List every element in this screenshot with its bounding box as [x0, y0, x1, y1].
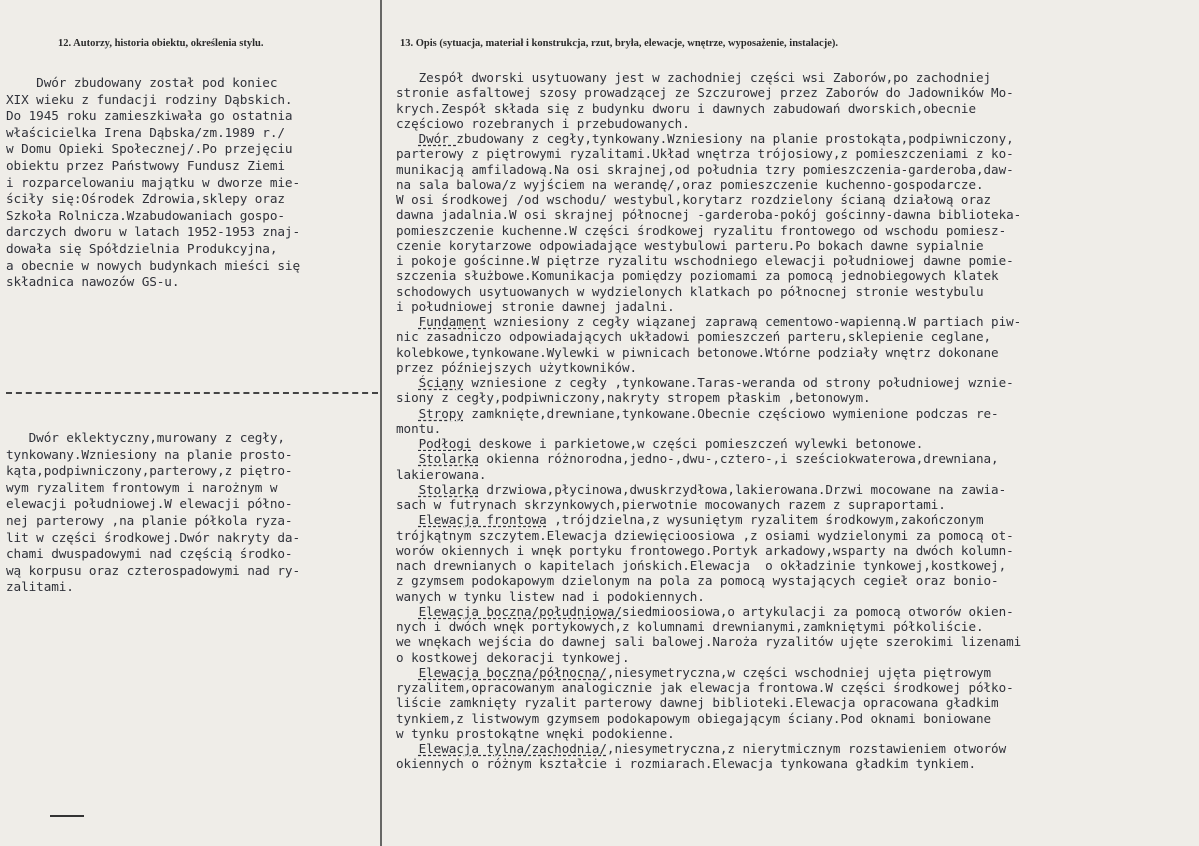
paragraph-keyword: Dwór — [418, 131, 457, 146]
paragraph-keyword: Fundament — [418, 314, 487, 329]
paragraph-keyword: Stolarka — [418, 451, 479, 467]
paragraph-text: Zespół dworski usytuowany jest w zachodniej części wsi Zaborów,po zachodniej stronie asfaltowej szosy prowadzącej ze Szczurowej przez Zaborów do Jadowników Mo- krych.Zespół składa się z budynku dworu i dawnych zabudowań dworskich,obecnie częściowo rozebranych i przebudowanych. — [396, 70, 1014, 131]
paragraph-keyword: Stropy — [418, 405, 464, 421]
column-divider — [380, 0, 382, 846]
paragraph-keyword: Elewacja tylna/zachodnia/ — [418, 741, 607, 756]
description-paragraph — [396, 451, 1199, 482]
paragraph-keyword: Elewacja boczna/południowa/ — [418, 603, 622, 619]
description-paragraph — [396, 604, 1199, 665]
paragraph-text: zbudowany z cegły,tynkowany.Wzniesiony na planie prostokąta,podpiwniczony, parterowy z piętrowymi ryzalitami.Układ wnętrza trójosiowy,z pomieszczeniami z ko- munikacją amfiladową.Na osi skrajnej,od południa tzry pomieszczenia-garderoba,daw- na sala balowa/z wyjściem na werandę/,oraz pomieszczenie kuchenno-gospodarcze. W osi środkowej /od wschodu/ westybul,korytarz rozdzielony ścianą działową oraz dawna jadalnia.W osi skrajnej północnej -garderoba-pokój gościnny-dawna biblioteka- pomieszczenie kuchenne.W części środkowej ryzalitu frontowego od wschodu pomiesz- czenie korytarzowe odpowiadające westybulowi parteru.Po bokach dawne sypialnie i pokoje gościnne.W piętrze ryzalitu wschodniego elewacji południowej dawne pomie- szczenia służbowe.Komunikacja pomiędzy poziomami za pomocą jednobiegowych klatek schodowych usytuowanych w wydzielonych klatkach po północnej stronie westybulu i południowej stronie dawnej jadalni. — [396, 131, 1022, 314]
description-paragraph — [396, 482, 1199, 513]
description-paragraph — [396, 741, 1199, 772]
paragraph-keyword: Podłogi — [418, 436, 472, 451]
description-body — [396, 70, 1199, 772]
paragraph-text: ,niesymetryczna,w części wschodniej ujęta piętrowym ryzalitem,opracowanym analogicznie jak elewacja frontowa.W części środkowej półko- liście zamknięty ryzalit parterowy dawnej biblioteki.Elewacja opracowana gładkim tynkiem,z listwowym gzymsem podokapowym obiegającym ściany.Pod oknami boniowane w tynku prostokątne wnęki podokienne. — [396, 664, 1014, 741]
paragraph-text: okienna różnorodna,jedno-,dwu-,cztero-,i sześciokwaterowa,drewniana, lakierowana. — [396, 451, 999, 482]
description-paragraph — [396, 314, 1199, 375]
right-column — [384, 0, 1199, 846]
description-paragraph — [396, 512, 1199, 604]
paragraph-text: wzniesiony z cegły wiązanej zaprawą cementowo-wapienną.W partiach piw- nic zasadniczo odpowiadających układowi pomieszczeń parteru,sklepienie ceglane, kolebkowe,tynkowane.Wylewki w piwnicach betonowe.Wtórne podziały wnętrz dokonane przez późniejszych użytkowników. — [396, 314, 1022, 375]
footer-mark — [50, 815, 84, 817]
paragraph-text: ,trójdzielna,z wysuniętym ryzalitem środkowym,zakończonym trójkątnym szczytem.Elewacja dziewięcioosiowa ,z osiami wydzielonymi za pomocą ot- worów okiennych i wnęk portyku frontowego.Portyk arkadowy,wsparty na dwóch kolumn- nach drewnianych o kapitelach jońskich.Elewacja o okładzinie tynkowej,kostkowej, z gzymsem podokapowym dzielonym na pola za pomocą wystających cegieł oraz bonio- wanych w tynku listew nad i podokiennych. — [396, 512, 1014, 604]
paragraph-keyword: Elewacja frontowa — [418, 512, 547, 528]
paragraph-text: deskowe i parkietowe,w części pomieszczeń wylewki betonowe. — [471, 436, 924, 451]
paragraph-text: zamknięte,drewniane,tynkowane.Obecnie częściowo wymienione podczas re- montu. — [396, 405, 999, 436]
left-column — [0, 0, 380, 846]
description-paragraph — [396, 665, 1199, 741]
history-text: Dwór zbudowany został pod koniec XIX wieku z fundacji rodziny Dąbskich. Do 1945 roku zamieszkiwała go ostatnia właścicielka Irena Dąbska/zm.1989 r./ w Domu Opieki Społecznej/.Po przejęciu obiektu przez Państwowy Fundusz Ziemi i rozparcelowaniu majątku w dworze mie- ściły się:Ośrodek Zdrowia,sklepy oraz Szkoła Rolnicza.Wzabudowaniach gospo- darczych dworu w latach 1952-1953 znaj- dowała się Spółdzielnia Produkcyjna, a obecnie w nowych budynkach mieści się składnica nawozów GS-u. — [6, 75, 301, 290]
description-paragraph — [396, 406, 1199, 437]
paragraph-text: drzwiowa,płycinowa,dwuskrzydłowa,lakierowana.Drzwi mocowane na zawia- sach w futrynach skrzynkowych,pierwotnie mocowanych razem z supraportami. — [396, 481, 1007, 512]
description-paragraph — [396, 70, 1199, 131]
paragraph-text: wzniesione z cegły ,tynkowane.Taras-weranda od strony południowej wznie- siony z cegły,podpiwniczony,nakryty stropem płaskim ,betonowym. — [396, 375, 1014, 406]
paragraph-keyword: Ściany — [418, 375, 464, 390]
paragraph-text: ,niesymetryczna,z nierytmicznym rozstawieniem otworów okiennych o różnym kształcie i rozmiarach.Elewacja tynkowana gładkim tynkiem. — [396, 741, 1007, 772]
paragraph-keyword: Elewacja boczna/północna/ — [418, 664, 607, 680]
style-text: Dwór eklektyczny,murowany z cegły, tynkowany.Wzniesiony na planie prosto- kąta,podpiwniczony,parterowy,z piętro- wym ryzalitem frontowym i narożnym w elewacji południowej.W elewacji półno- nej parterowy ,na planie półkola ryza- lit w części środkowej.Dwór nakryty da- chami dwuspadowymi nad częścią środko- wą korpusu oraz czterospadowymi nad ry- zalitami. — [6, 430, 301, 595]
dashed-separator — [6, 392, 378, 394]
description-paragraph — [396, 436, 1199, 451]
description-paragraph — [396, 131, 1199, 314]
description-paragraph — [396, 375, 1199, 406]
section-12-heading: 12. Autorzy, historia obiektu, określenia stylu. — [58, 38, 264, 49]
paragraph-text: siedmioosiowa,o artykulacji za pomocą otworów okien- nych i dwóch wnęk portykowych,z kolumnami drewnianymi,zamkniętymi półkoliście. we wnękach wejścia do dawnej sali balowej.Naroża ryzalitów ujęte szerokimi lizenami o kostkowej dekoracji tynkowej. — [396, 603, 1022, 665]
paragraph-keyword: Stolarka — [418, 481, 479, 497]
section-13-heading: 13. Opis (sytuacja, materiał i konstrukcja, rzut, bryła, elewacje, wnętrze, wyposażenie, instalacje). — [400, 38, 839, 49]
